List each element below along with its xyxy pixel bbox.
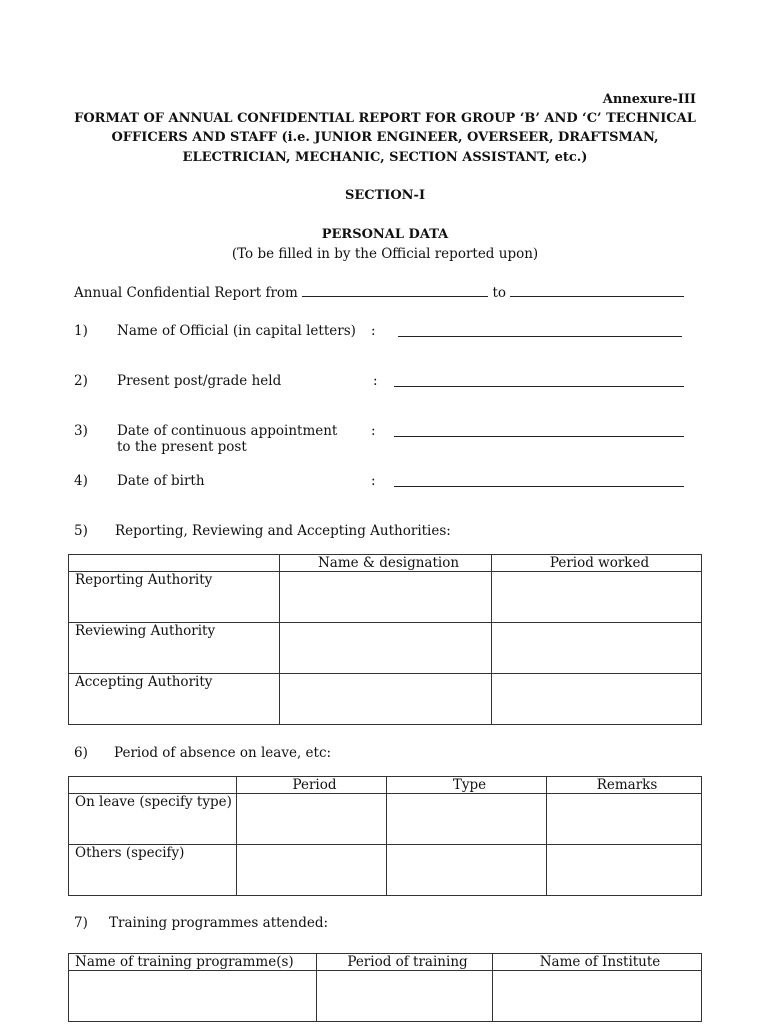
field-number-2: 2) [74,373,88,389]
row-label-on-leave: On leave (specify type) [69,794,237,845]
absence-heading: Period of absence on leave, etc: [114,745,332,761]
report-period-row [74,284,684,301]
present-post-field[interactable] [394,374,684,387]
annexure-label: Annexure-III [602,92,696,107]
section-heading: SECTION-I [344,188,426,203]
training-heading: Training programmes attended: [109,915,329,931]
report-from-label: Annual Confidential Report from [74,285,298,301]
training-table [68,953,702,1022]
field-colon-4: : [371,473,376,489]
column-header-blank [69,777,237,794]
training-name-cell[interactable] [69,971,317,1022]
table-row [69,572,702,623]
form-title-line-3: ELECTRICIAN, MECHANIC, SECTION ASSISTANT, etc.) [182,150,588,165]
reviewing-name-cell[interactable] [280,623,492,674]
date-of-birth-field[interactable] [394,474,684,487]
on-leave-remarks-cell[interactable] [547,794,702,845]
report-to-label: to [492,285,507,301]
field-label-date-of-birth: Date of birth [117,473,205,489]
field-label-appointment-date: Date of continuous appointment [117,423,338,439]
appointment-date-field[interactable] [394,424,684,437]
column-header-training-period: Period of training [317,954,493,971]
table-header-row [69,954,702,971]
on-leave-period-cell[interactable] [237,794,387,845]
field-colon-3: : [371,423,376,439]
fill-instruction: (To be filled in by the Official reported upon) [231,246,539,262]
item-number-6: 6) [74,745,88,761]
on-leave-type-cell[interactable] [387,794,547,845]
field-number-1: 1) [74,323,88,339]
others-remarks-cell[interactable] [547,845,702,896]
row-label-reviewing-authority: Reviewing Authority [69,623,280,674]
personal-data-heading: PERSONAL DATA [321,227,449,242]
table-header-row [69,777,702,794]
table-row [69,971,702,1022]
reporting-period-cell[interactable] [492,572,702,623]
table-row [69,623,702,674]
others-type-cell[interactable] [387,845,547,896]
row-label-accepting-authority: Accepting Authority [69,674,280,725]
field-label-present-post: Present post/grade held [117,373,282,389]
table-header-row [69,555,702,572]
row-label-reporting-authority: Reporting Authority [69,572,280,623]
form-title-line-2: OFFICERS AND STAFF (i.e. JUNIOR ENGINEER, OVERSEER, DRAFTSMAN, [111,130,659,145]
table-row [69,794,702,845]
column-header-type: Type [387,777,547,794]
table-row [69,674,702,725]
report-from-field[interactable] [302,284,488,297]
absence-table [68,776,702,896]
report-to-field[interactable] [510,284,684,297]
field-label-official-name: Name of Official (in capital letters) [117,323,356,339]
official-name-field[interactable] [398,324,682,337]
authorities-table [68,554,702,725]
item-number-7: 7) [74,915,88,931]
authorities-heading: Reporting, Reviewing and Accepting Authorities: [115,523,451,539]
table-row [69,845,702,896]
column-header-remarks: Remarks [547,777,702,794]
field-label-appointment-date-cont: to the present post [117,439,247,455]
accepting-period-cell[interactable] [492,674,702,725]
field-colon-2: : [373,373,378,389]
item-number-5: 5) [74,523,88,539]
column-header-period-worked: Period worked [492,555,702,572]
reporting-name-cell[interactable] [280,572,492,623]
accepting-name-cell[interactable] [280,674,492,725]
column-header-name-designation: Name & designation [280,555,492,572]
field-colon-1: : [371,323,376,339]
reviewing-period-cell[interactable] [492,623,702,674]
training-period-cell[interactable] [317,971,493,1022]
column-header-blank [69,555,280,572]
column-header-period: Period [237,777,387,794]
form-title-line-1: FORMAT OF ANNUAL CONFIDENTIAL REPORT FOR GROUP ‘B’ AND ‘C’ TECHNICAL [74,111,696,126]
column-header-training-name: Name of training programme(s) [69,954,317,971]
field-number-3: 3) [74,423,88,439]
institute-name-cell[interactable] [493,971,702,1022]
others-period-cell[interactable] [237,845,387,896]
field-number-4: 4) [74,473,88,489]
column-header-institute: Name of Institute [493,954,702,971]
row-label-others: Others (specify) [69,845,237,896]
